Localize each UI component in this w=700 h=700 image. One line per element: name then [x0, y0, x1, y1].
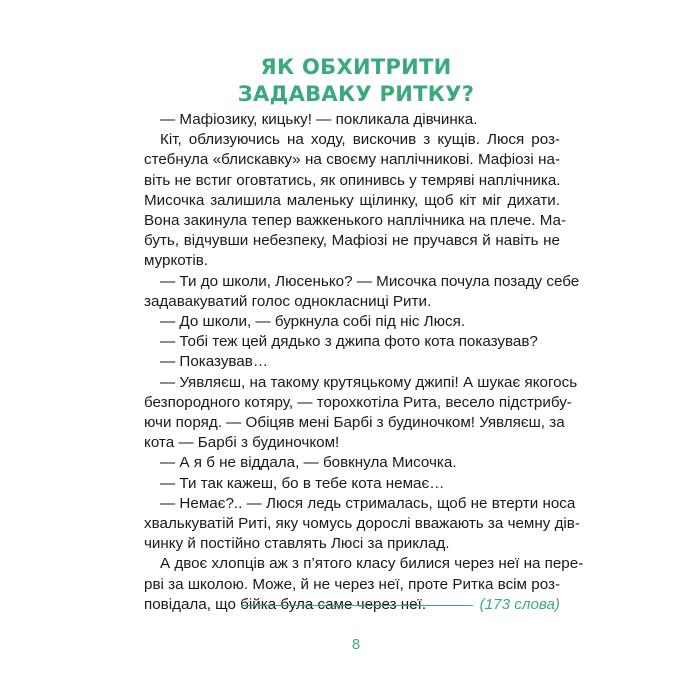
title-line-1: ЯК ОБХИТРИТИ: [260, 55, 452, 79]
text-line: Кіт, облизуючись на ходу, вискочив з кущів. Люся роз-: [160, 131, 560, 149]
final-line-text: повідала, що бійка була саме через неї.: [144, 595, 427, 613]
text-line: — Уявляєш, на такому крутяцькому джипі! А шукає якогось: [160, 373, 578, 391]
title-line-2: ЗАДАВАКУ РИТКУ?: [237, 82, 475, 106]
text-line: буть, відчувши небезпеку, Мафіозі не пручався й навіть не: [144, 232, 560, 250]
text-line: — Мафіозику, кицьку! — покликала дівчинка.: [160, 111, 478, 128]
text-line: ючи поряд. — Обіцяв мені Барбі з будиночком! Уявляєш, за: [144, 414, 565, 432]
text-line: А двоє хлопців аж з п’ятого класу билися через неї на пере-: [160, 555, 584, 573]
divider-line: [241, 605, 473, 606]
word-count: (173 слова): [479, 595, 560, 613]
text-line: рві за школою. Може, й не через неї, проте Ритка всім роз-: [144, 575, 560, 593]
text-line: чинку й постійно ставлять Люсі за приклад.: [144, 535, 450, 553]
text-line: Вона закинула тепер важкенького наплічника на плече. Ма-: [144, 212, 567, 230]
text-line: — А я б не віддала, — бовкнула Мисочка.: [160, 454, 457, 472]
text-line: — Немає?.. — Люся ледь стрималась, щоб не втерти носа: [160, 494, 576, 512]
text-line: кота — Барбі з будиночком!: [144, 434, 340, 452]
text-line: стебнула «блискавку» на своєму наплічникові. Мафіозі на-: [144, 151, 560, 169]
text-line: безпородного котяру, — торохкотіла Рита, весело підстрибу-: [144, 393, 572, 411]
text-line: віть не встиг оговтатись, як опинивсь у темряві наплічника.: [144, 171, 561, 189]
text-line: — Ти так кажеш, бо в тебе кота немає…: [160, 474, 445, 492]
page-number: 8: [351, 636, 361, 653]
story-title: [0, 54, 700, 108]
text-line: хвалькуватій Риті, яку чомусь дорослі вважають за чемну дів-: [144, 515, 580, 533]
text-line: — Тобі теж цей дядько з джипа фото кота показував?: [160, 333, 538, 351]
story-text: [144, 110, 584, 615]
text-line: Мисочка залишила маленьку щілинку, щоб кіт міг дихати.: [144, 191, 560, 209]
text-line: — Показував…: [160, 353, 269, 371]
text-line: — До школи, — буркнула собі під ніс Люся.: [160, 313, 466, 331]
text-line: задавакуватий голос однокласниці Рити.: [144, 292, 432, 310]
text-line: — Ти до школи, Люсенько? — Мисочка почула позаду себе: [160, 272, 580, 290]
text-line: муркотів.: [144, 252, 209, 270]
